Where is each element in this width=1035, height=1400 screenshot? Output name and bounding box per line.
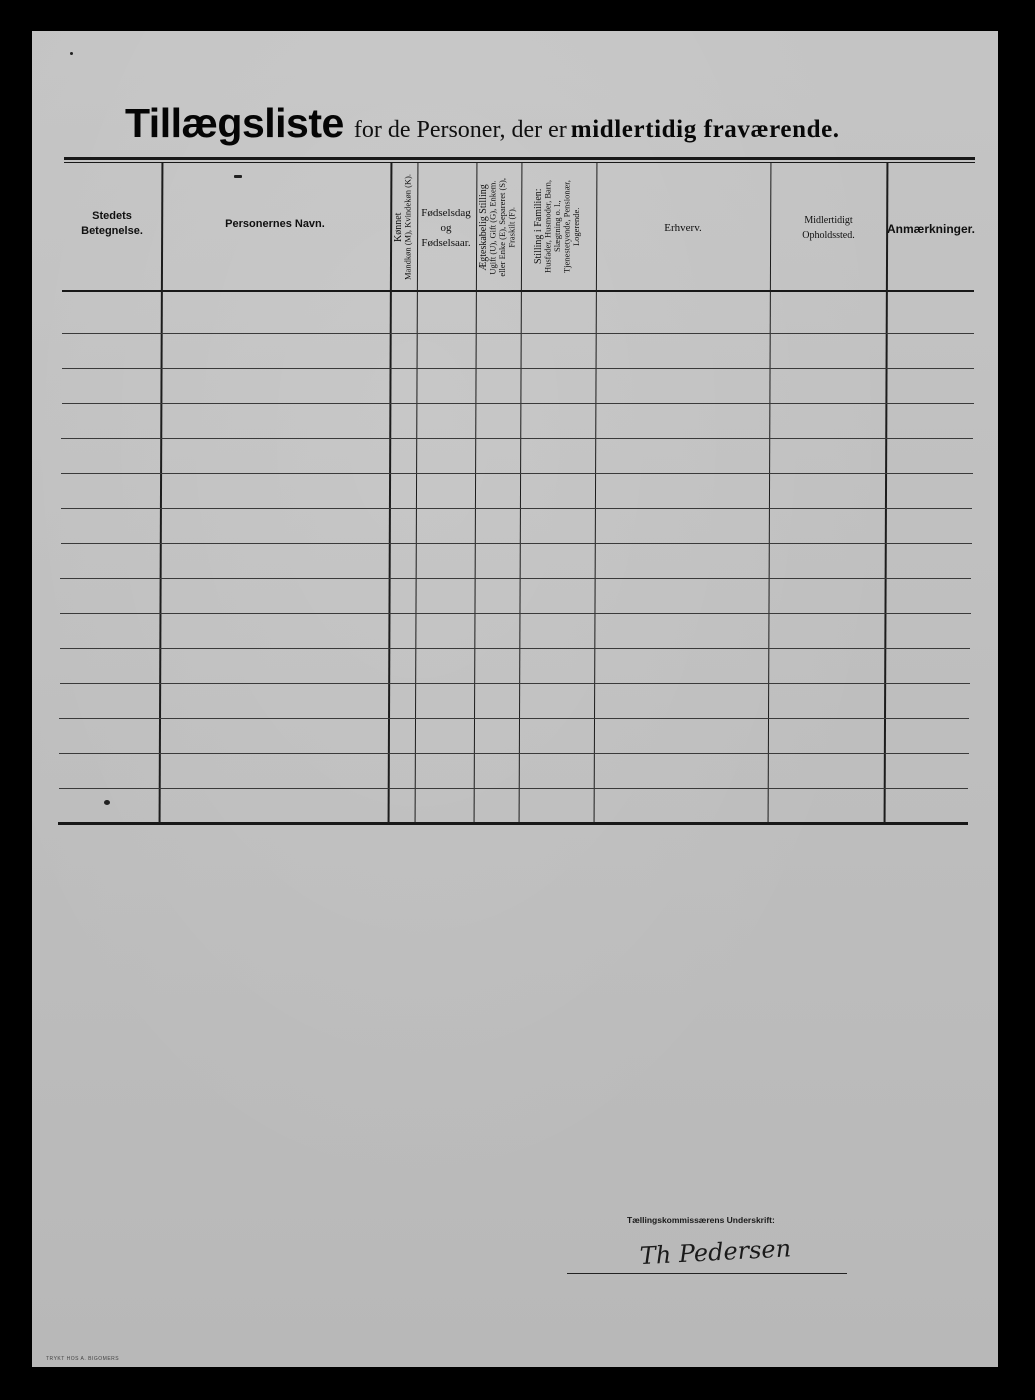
header-navn-label: Personernes Navn. [225,217,325,230]
header-anm [887,215,975,243]
ink-speck [104,800,110,805]
row-line [59,788,968,789]
header-erhverv-label: Erhverv. [664,221,702,234]
header-aegteskab-line-2: Ugift (U), Gift (G), Enkem. [487,179,498,275]
header-stedets-line-2: Betegnelse. [81,225,143,237]
title-bold: midlertidig fraværende. [570,116,840,143]
header-stilling-line-4: Tjenestetyende, Pensionær, [561,180,572,274]
table-top-rule-thin [64,162,975,163]
row-line [61,473,973,474]
header-stedets [66,200,158,248]
table-bottom-rule [58,822,968,825]
page-title [125,100,965,148]
ink-speck [70,52,73,55]
signature-handwriting: Th Pedersen [639,1234,792,1271]
signature-line [567,1273,847,1274]
header-fodsel-line-2: og [440,221,452,234]
row-line [59,718,969,719]
row-line [61,543,972,544]
printer-imprint: TRYKT HOS A. BIGOMERS [46,1356,120,1362]
header-fodsel-line-3: Fødselsaar. [421,236,471,249]
header-aegteskab-line-4: Fraskilt (F). [506,206,517,248]
header-konnet [391,166,416,288]
row-line [60,683,970,684]
row-line [60,578,971,579]
row-line [62,333,974,334]
header-stilling-line-3: Slægtning o. l., [552,201,563,253]
header-stedets-line-1: Stedets [92,210,132,222]
header-konnet-line-1: Kønnet [393,212,404,242]
header-stilling-line-2: Husfader, Husmoder, Barn, [542,180,553,274]
header-bottom-rule [62,290,974,292]
signature-label: Tællingskommissærens Underskrift: [627,1215,775,1225]
row-line [61,508,972,509]
header-stilling-line-1: Stilling i Familien: [533,189,545,265]
header-stilling-line-5: Logerende. [571,207,582,247]
header-konnet-line-2: Mandkøn (M), Kvindekøn (K). [402,174,413,280]
row-line [61,438,973,439]
row-line [60,613,971,614]
title-main: Tillægsliste [125,100,344,146]
header-anm-label: Anmærkninger. [886,221,976,236]
header-aegteskab-line-1: Ægteskabelig Stilling [478,183,489,271]
header-fodsel [417,198,475,258]
title-rest: for de Personer, der er [353,117,567,143]
header-aegteskab [476,166,520,288]
header-fodsel-line-1: Fødselsdag [421,206,471,219]
row-line [59,753,969,754]
header-ophold-line-1: Midlertidigt [804,215,853,226]
row-line [62,403,974,404]
ink-speck [234,175,242,178]
table-top-rule [64,157,975,160]
header-navn [164,212,386,236]
header-erhverv [597,216,769,240]
header-ophold-line-2: Opholdssted. [802,230,855,241]
row-line [62,368,974,369]
row-line [60,648,970,649]
header-stilling [521,166,595,288]
header-ophold [771,206,886,250]
header-aegteskab-line-3: eller Enke (E), Separeret (S), [497,177,507,277]
